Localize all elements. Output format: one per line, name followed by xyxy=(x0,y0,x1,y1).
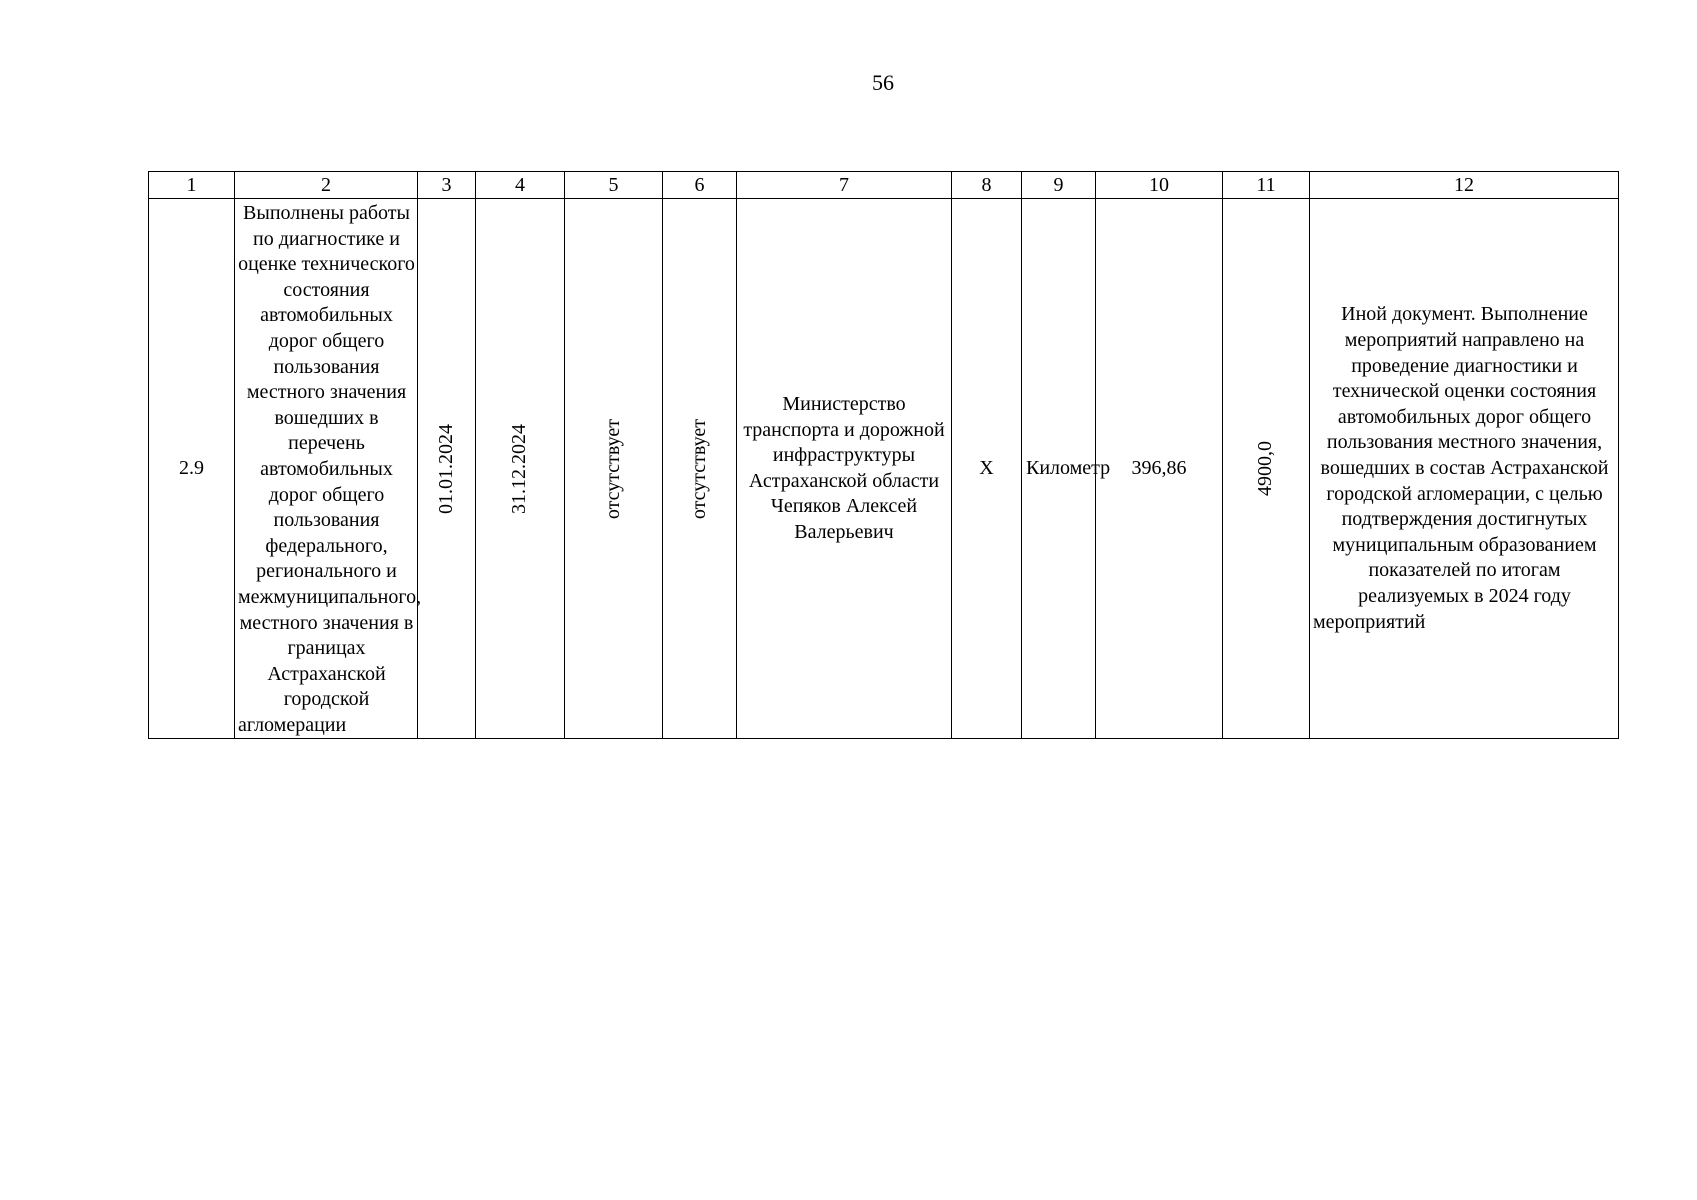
column6-cell xyxy=(663,199,737,739)
value-cell: 396,86 xyxy=(1096,199,1223,739)
column-number-row xyxy=(149,172,1619,199)
column11-cell xyxy=(1223,199,1310,739)
column-number: 4 xyxy=(476,172,565,199)
document-cell: Иной документ. Выполнение мероприятий направлено на проведение диагностики и технической оценки состояния автомобильных дорог общего пользования местного значения, вошедших в состав Астраханской городской агломерации, с целью подтверждения достигнутых муниципальным образованием показателей по итогам реализуемых в 2024 году мероприятий xyxy=(1310,199,1619,739)
row-number-cell: 2.9 xyxy=(149,199,235,739)
column-number: 7 xyxy=(737,172,952,199)
start-date-cell xyxy=(418,199,476,739)
column-number: 1 xyxy=(149,172,235,199)
measures-table xyxy=(148,171,1619,739)
description-cell: Выполнены работы по диагностике и оценке технического состояния автомобильных дорог общего пользования местного значения вошедших в перечень автомобильных дорог общего пользования федерального, регионального и межмуниципального, местного значения в границах Астраханской городской агломерации xyxy=(235,199,418,739)
end-date-text: 31.12.2024 xyxy=(508,423,531,514)
unit-cell: Километр xyxy=(1022,199,1096,739)
column-number: 11 xyxy=(1223,172,1310,199)
start-date-text: 01.01.2024 xyxy=(434,423,457,514)
column8-cell: X xyxy=(952,199,1022,739)
end-date-cell xyxy=(476,199,565,739)
column-number: 8 xyxy=(952,172,1022,199)
column-number: 5 xyxy=(565,172,663,199)
column5-cell xyxy=(565,199,663,739)
column-number: 2 xyxy=(235,172,418,199)
column-number: 3 xyxy=(418,172,476,199)
table-row xyxy=(149,199,1619,739)
column-number: 6 xyxy=(663,172,737,199)
column-number: 12 xyxy=(1310,172,1619,199)
column-number: 9 xyxy=(1022,172,1096,199)
page-number: 56 xyxy=(872,70,894,95)
responsible-cell: Министерство транспорта и дорожной инфраструктуры Астраханской области Чепяков Алексей Валерьевич xyxy=(737,199,952,739)
column5-text: отсутствует xyxy=(601,418,624,519)
column-number: 10 xyxy=(1096,172,1223,199)
column6-text: отсутствует xyxy=(687,418,710,519)
column11-text: 4900,0 xyxy=(1254,441,1277,497)
